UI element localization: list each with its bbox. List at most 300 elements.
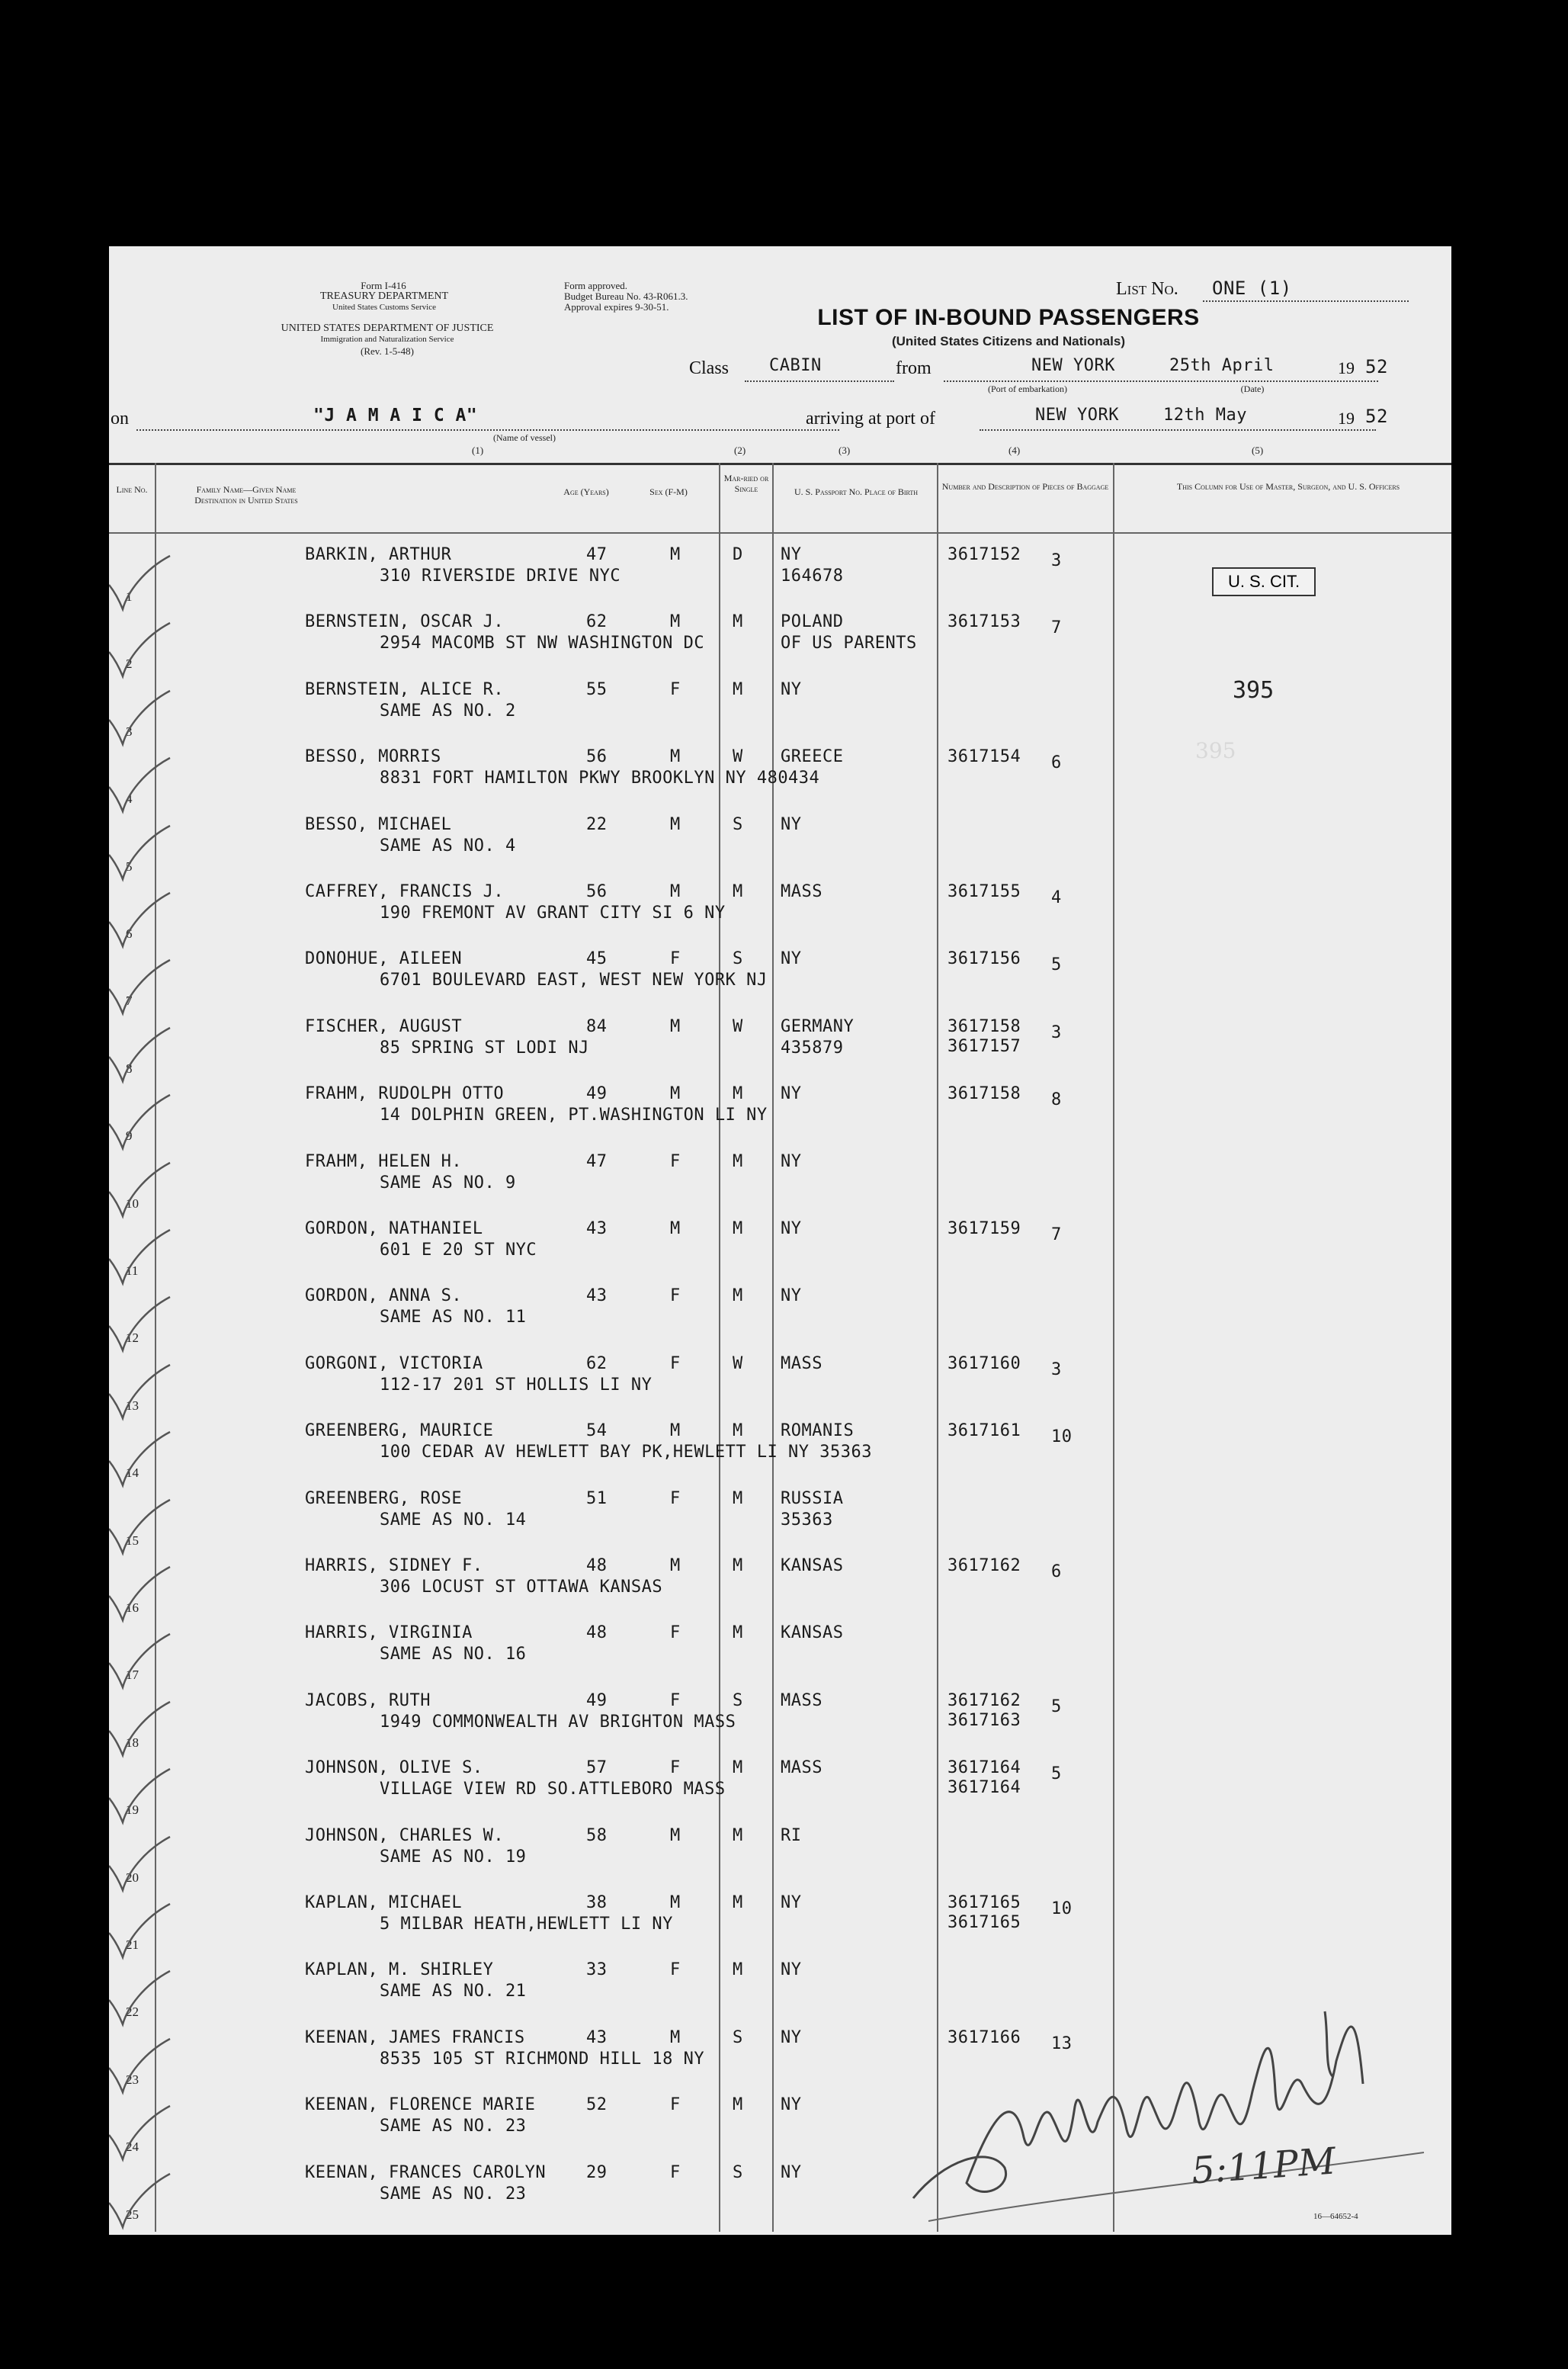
table-row — [109, 814, 1451, 881]
check-mark — [109, 2037, 173, 2098]
place-of-birth: NY — [781, 949, 802, 969]
sex: F — [670, 949, 681, 969]
manifest-sheet — [109, 246, 1451, 2235]
passenger-name: BARKIN, ARTHUR — [305, 545, 452, 564]
vessel-caption: (Name of vessel) — [493, 432, 556, 443]
passport-number: OF US PARENTS — [781, 634, 917, 653]
age: 48 — [586, 1623, 608, 1643]
table-row — [109, 611, 1451, 678]
check-mark — [109, 1161, 173, 1222]
col-header-destination: Destination in United States — [194, 495, 298, 506]
marital-status: S — [733, 949, 743, 969]
baggage-number-2: 3617163 — [948, 1710, 1021, 1730]
col-header-line: Line No. — [116, 484, 148, 495]
year-prefix-1: 19 — [1338, 358, 1355, 377]
year-prefix-2: 19 — [1338, 409, 1355, 428]
table-row — [109, 1757, 1451, 1824]
line-number: 4 — [126, 791, 133, 807]
baggage-number: 3617154 — [948, 747, 1021, 767]
passenger-address: 100 CEDAR AV HEWLETT BAY PK,HEWLETT LI NY 35363 — [380, 1443, 873, 1462]
baggage-number: 3617162 — [948, 1690, 1021, 1710]
table-row — [109, 1285, 1451, 1352]
age: 62 — [586, 612, 608, 632]
age: 22 — [586, 814, 608, 834]
page-subtitle: (United States Citizens and Nationals) — [891, 334, 1126, 348]
passenger-name: GORDON, ANNA S. — [305, 1286, 463, 1306]
sex: F — [670, 2095, 681, 2115]
line-number: 24 — [126, 2139, 139, 2155]
baggage-pieces: 4 — [1051, 888, 1062, 907]
sex: F — [670, 1690, 681, 1710]
marital-status: M — [733, 1488, 743, 1508]
baggage-pieces: 7 — [1051, 1225, 1062, 1244]
footer-code: 16—64652-4 — [1313, 2212, 1358, 2221]
baggage-number: 3617155 — [948, 882, 1021, 901]
passenger-address: 190 FREMONT AV GRANT CITY SI 6 NY — [380, 904, 726, 923]
passenger-name: GORDON, NATHANIEL — [305, 1219, 483, 1238]
sex: F — [670, 1960, 681, 1980]
line-number: 12 — [126, 1331, 139, 1346]
passenger-address: VILLAGE VIEW RD SO.ATTLEBORO MASS — [380, 1780, 726, 1799]
passenger-name: KAPLAN, MICHAEL — [305, 1893, 463, 1912]
baggage-pieces: 7 — [1051, 618, 1062, 638]
marital-status: W — [733, 1353, 743, 1373]
baggage-pieces: 10 — [1051, 1427, 1073, 1447]
age: 47 — [586, 1151, 608, 1171]
line-number: 9 — [126, 1128, 133, 1144]
baggage-number: 3617161 — [948, 1421, 1021, 1441]
col-header-baggage: Number and Description of Pieces of Baggage — [941, 481, 1109, 492]
passport-number: 435879 — [781, 1038, 844, 1058]
age: 57 — [586, 1758, 608, 1778]
place-of-birth: KANSAS — [781, 1556, 844, 1575]
age: 47 — [586, 545, 608, 564]
place-of-birth: MASS — [781, 1353, 822, 1373]
baggage-pieces: 6 — [1051, 753, 1062, 773]
marital-status: M — [733, 1960, 743, 1980]
us-citizen-stamp: U. S. CIT. — [1212, 567, 1316, 596]
passenger-name: DONOHUE, AILEEN — [305, 949, 463, 969]
passenger-name: BESSO, MORRIS — [305, 747, 441, 767]
marital-status: D — [733, 545, 743, 564]
place-of-birth: MASS — [781, 1758, 822, 1778]
table-row — [109, 1690, 1451, 1757]
col-num-4: (4) — [1008, 445, 1021, 456]
justice-dept: UNITED STATES DEPARTMENT OF JUSTICE — [281, 323, 494, 334]
check-mark — [109, 891, 173, 952]
header-bottom-rule — [109, 532, 1451, 534]
passenger-address: SAME AS NO. 4 — [380, 836, 516, 855]
place-of-birth: GERMANY — [781, 1016, 855, 1036]
line-number: 18 — [126, 1735, 139, 1750]
baggage-number: 3617162 — [948, 1556, 1021, 1575]
table-row — [109, 1218, 1451, 1285]
sex: F — [670, 1151, 681, 1171]
check-mark — [109, 756, 173, 817]
table-row — [109, 1622, 1451, 1689]
marital-status: M — [733, 2095, 743, 2115]
col-header-name: Family Name—Given Name — [196, 484, 297, 495]
baggage-number: 3617152 — [948, 545, 1021, 564]
passport-number: 35363 — [781, 1510, 833, 1530]
vessel-name: "J A M A I C A" — [313, 406, 478, 425]
passenger-address: SAME AS NO. 23 — [380, 2184, 527, 2204]
from-label: from — [896, 358, 932, 378]
table-row — [109, 1016, 1451, 1083]
line-number: 20 — [126, 1870, 139, 1885]
marital-status: M — [733, 1219, 743, 1238]
arrive-port: NEW YORK — [1035, 406, 1119, 425]
passenger-address: SAME AS NO. 2 — [380, 701, 516, 721]
age: 84 — [586, 1016, 608, 1036]
passenger-name: HARRIS, SIDNEY F. — [305, 1556, 483, 1575]
passenger-name: CAFFREY, FRANCIS J. — [305, 882, 505, 901]
place-of-birth: KANSAS — [781, 1623, 844, 1643]
check-mark — [109, 1632, 173, 1693]
passenger-address: SAME AS NO. 21 — [380, 1982, 527, 2001]
passenger-name: HARRIS, VIRGINIA — [305, 1623, 473, 1643]
sex: M — [670, 1825, 681, 1845]
baggage-number-2: 3617164 — [948, 1778, 1021, 1798]
baggage-number: 3617158 — [948, 1084, 1021, 1104]
place-of-birth: ROMANIS — [781, 1421, 855, 1441]
form-approved: Form approved. — [564, 280, 628, 291]
baggage-pieces: 6 — [1051, 1562, 1062, 1581]
sex: M — [670, 1893, 681, 1912]
line-number: 11 — [126, 1263, 139, 1278]
baggage-number: 3617166 — [948, 2027, 1021, 2047]
marital-status: M — [733, 1286, 743, 1306]
sex: M — [670, 1084, 681, 1104]
check-mark — [109, 1969, 173, 2030]
baggage-pieces: 3 — [1051, 1359, 1062, 1379]
check-mark — [109, 1093, 173, 1154]
line-number: 19 — [126, 1802, 139, 1818]
sex: F — [670, 679, 681, 699]
age: 49 — [586, 1084, 608, 1104]
signature-time: 5:11PM — [1190, 2139, 1337, 2193]
col-num-3: (3) — [839, 445, 851, 456]
line-number: 1 — [126, 589, 133, 604]
col-header-age: Age (Years) — [563, 486, 609, 497]
line-number: 5 — [126, 859, 133, 874]
line-number: 22 — [126, 2005, 139, 2020]
check-mark — [109, 2172, 173, 2233]
marital-status: M — [733, 1758, 743, 1778]
baggage-pieces: 10 — [1051, 1899, 1073, 1918]
passenger-address: 8831 FORT HAMILTON PKWY BROOKLYN NY 480434 — [380, 769, 820, 788]
passenger-address: 85 SPRING ST LODI NJ — [380, 1038, 589, 1058]
place-of-birth: NY — [781, 2027, 802, 2047]
age: 58 — [586, 1825, 608, 1845]
place-of-birth: NY — [781, 2162, 802, 2182]
place-of-birth: NY — [781, 1084, 802, 1104]
place-of-birth: POLAND — [781, 612, 844, 632]
passenger-name: GREENBERG, ROSE — [305, 1488, 463, 1508]
check-mark — [109, 1767, 173, 1828]
col-header-passport: U. S. Passport No. Place of Birth — [794, 486, 919, 497]
table-row — [109, 1488, 1451, 1555]
place-of-birth: GREECE — [781, 747, 844, 767]
col-num-1: (1) — [472, 445, 484, 456]
line-number: 14 — [126, 1465, 139, 1481]
marital-status: M — [733, 612, 743, 632]
age: 49 — [586, 1690, 608, 1710]
check-mark — [109, 1363, 173, 1424]
age: 48 — [586, 1556, 608, 1575]
age: 29 — [586, 2162, 608, 2182]
check-mark — [109, 1026, 173, 1087]
passenger-name: KEENAN, JAMES FRANCIS — [305, 2027, 525, 2047]
embark-caption: (Port of embarkation) — [988, 384, 1067, 394]
passenger-address: SAME AS NO. 11 — [380, 1308, 527, 1327]
passenger-name: KAPLAN, M. SHIRLEY — [305, 1960, 494, 1980]
age: 43 — [586, 2027, 608, 2047]
table-row — [109, 1892, 1451, 1959]
table-row — [109, 948, 1451, 1015]
passenger-address: 14 DOLPHIN GREEN, PT.WASHINGTON LI NY — [380, 1106, 768, 1125]
passenger-name: GORGONI, VICTORIA — [305, 1353, 483, 1373]
place-of-birth: NY — [781, 1960, 802, 1980]
sex: M — [670, 1219, 681, 1238]
line-number: 15 — [126, 1533, 139, 1548]
check-mark — [109, 2104, 173, 2165]
marital-status: M — [733, 882, 743, 901]
baggage-pieces: 8 — [1051, 1090, 1062, 1110]
marital-status: S — [733, 1690, 743, 1710]
baggage-number-2: 3617157 — [948, 1036, 1021, 1056]
check-mark — [109, 1430, 173, 1491]
sex: M — [670, 814, 681, 834]
check-mark — [109, 689, 173, 750]
check-mark — [109, 1228, 173, 1289]
place-of-birth: RI — [781, 1825, 802, 1845]
baggage-number: 3617158 — [948, 1016, 1021, 1036]
marital-status: W — [733, 747, 743, 767]
passenger-name: JACOBS, RUTH — [305, 1690, 431, 1710]
check-mark — [109, 554, 173, 615]
passenger-name: KEENAN, FLORENCE MARIE — [305, 2095, 536, 2115]
class-label: Class — [689, 358, 729, 378]
count-number-faded: 395 — [1195, 738, 1236, 763]
passenger-address: 306 LOCUST ST OTTAWA KANSAS — [380, 1578, 663, 1597]
passenger-name: FRAHM, RUDOLPH OTTO — [305, 1084, 505, 1104]
place-of-birth: MASS — [781, 1690, 822, 1710]
col-num-5: (5) — [1252, 445, 1264, 456]
sex: M — [670, 1421, 681, 1441]
line-number: 7 — [126, 994, 133, 1009]
line-number: 17 — [126, 1668, 139, 1683]
sex: F — [670, 1286, 681, 1306]
marital-status: M — [733, 1084, 743, 1104]
age: 51 — [586, 1488, 608, 1508]
sex: M — [670, 1016, 681, 1036]
sex: M — [670, 612, 681, 632]
marital-status: M — [733, 1825, 743, 1845]
place-of-birth: NY — [781, 545, 802, 564]
check-mark — [109, 1498, 173, 1559]
table-row — [109, 1083, 1451, 1150]
place-of-birth: NY — [781, 1219, 802, 1238]
passenger-address: 2954 MACOMB ST NW WASHINGTON DC — [380, 634, 705, 653]
passenger-address: 1949 COMMONWEALTH AV BRIGHTON MASS — [380, 1712, 736, 1732]
sex: M — [670, 882, 681, 901]
col-num-2: (2) — [734, 445, 746, 456]
form-number: Form I-416 — [361, 280, 406, 291]
baggage-number: 3617156 — [948, 949, 1021, 969]
table-row — [109, 1825, 1451, 1892]
table-row — [109, 881, 1451, 948]
baggage-pieces: 5 — [1051, 1696, 1062, 1716]
baggage-number: 3617153 — [948, 612, 1021, 632]
passenger-name: GREENBERG, MAURICE — [305, 1421, 494, 1441]
place-of-birth: NY — [781, 1893, 802, 1912]
table-row — [109, 1151, 1451, 1218]
baggage-pieces: 13 — [1051, 2034, 1073, 2053]
approval-expires: Approval expires 9-30-51. — [564, 301, 669, 313]
age: 62 — [586, 1353, 608, 1373]
age: 45 — [586, 949, 608, 969]
check-mark — [109, 958, 173, 1019]
table-row — [109, 1555, 1451, 1622]
date-caption: (Date) — [1240, 384, 1265, 394]
revision: (Rev. 1-5-48) — [361, 345, 414, 357]
passenger-address: 112-17 201 ST HOLLIS LI NY — [380, 1375, 653, 1395]
passenger-name: BERNSTEIN, ALICE R. — [305, 679, 505, 699]
table-row — [109, 1420, 1451, 1487]
line-number: 21 — [126, 1937, 139, 1952]
age: 43 — [586, 1286, 608, 1306]
marital-status: M — [733, 1421, 743, 1441]
age: 33 — [586, 1960, 608, 1980]
place-of-birth: NY — [781, 814, 802, 834]
sex: F — [670, 1758, 681, 1778]
sex: M — [670, 747, 681, 767]
sex: F — [670, 2162, 681, 2182]
baggage-pieces: 5 — [1051, 1764, 1062, 1784]
age: 38 — [586, 1893, 608, 1912]
sex: F — [670, 1488, 681, 1508]
line-number: 2 — [126, 656, 133, 672]
page-title: LIST OF IN-BOUND PASSENGERS — [817, 305, 1200, 330]
sex: F — [670, 1623, 681, 1643]
budget-bureau: Budget Bureau No. 43-R061.3. — [564, 291, 688, 302]
list-no-value: ONE (1) — [1212, 278, 1292, 299]
check-mark — [109, 1565, 173, 1626]
passenger-name: KEENAN, FRANCES CAROLYN — [305, 2162, 547, 2182]
sex: M — [670, 2027, 681, 2047]
arriving-label: arriving at port of — [806, 409, 935, 429]
sex: M — [670, 545, 681, 564]
age: 56 — [586, 882, 608, 901]
place-of-birth: MASS — [781, 882, 822, 901]
marital-status: W — [733, 1016, 743, 1036]
table-top-rule — [109, 463, 1451, 465]
customs-service: United States Customs Service — [332, 303, 436, 312]
marital-status: S — [733, 814, 743, 834]
count-number-ink: 395 — [1233, 677, 1275, 704]
table-row — [109, 746, 1451, 813]
passenger-name: BERNSTEIN, OSCAR J. — [305, 612, 505, 632]
passenger-address: SAME AS NO. 16 — [380, 1645, 527, 1664]
on-label: on — [111, 409, 129, 429]
baggage-pieces: 3 — [1051, 551, 1062, 570]
age: 56 — [586, 747, 608, 767]
line-number: 6 — [126, 926, 133, 941]
passenger-address: 5 MILBAR HEATH,HEWLETT LI NY — [380, 1915, 673, 1934]
check-mark — [109, 1902, 173, 1963]
passenger-address: 601 E 20 ST NYC — [380, 1241, 537, 1260]
marital-status: M — [733, 1893, 743, 1912]
place-of-birth: NY — [781, 1151, 802, 1171]
embark-port: NEW YORK — [1031, 356, 1115, 375]
check-mark — [109, 621, 173, 682]
age: 43 — [586, 1219, 608, 1238]
passenger-address: SAME AS NO. 23 — [380, 2117, 527, 2136]
passenger-name: JOHNSON, OLIVE S. — [305, 1758, 483, 1778]
table-row — [109, 1353, 1451, 1420]
age: 55 — [586, 679, 608, 699]
place-of-birth: NY — [781, 679, 802, 699]
col-header-married: Mar-ried or Single — [723, 473, 769, 494]
baggage-number: 3617160 — [948, 1353, 1021, 1373]
arrive-date: 12th May — [1163, 406, 1247, 425]
check-mark — [109, 1295, 173, 1356]
check-mark — [109, 824, 173, 885]
sex: M — [670, 1556, 681, 1575]
place-of-birth: RUSSIA — [781, 1488, 844, 1508]
passenger-address: SAME AS NO. 14 — [380, 1510, 527, 1530]
age: 54 — [586, 1421, 608, 1441]
passenger-address: SAME AS NO. 19 — [380, 1847, 527, 1867]
marital-status: M — [733, 1151, 743, 1171]
baggage-number: 3617159 — [948, 1219, 1021, 1238]
passport-number: 164678 — [781, 567, 844, 586]
baggage-number: 3617165 — [948, 1893, 1021, 1912]
baggage-number: 3617164 — [948, 1758, 1021, 1778]
year-2: 52 — [1365, 406, 1388, 427]
marital-status: M — [733, 1556, 743, 1575]
passenger-name: JOHNSON, CHARLES W. — [305, 1825, 505, 1845]
check-mark — [109, 1700, 173, 1761]
embark-date: 25th April — [1169, 356, 1275, 375]
marital-status: M — [733, 679, 743, 699]
col-header-sex: Sex (F-M) — [649, 486, 688, 497]
col-header-officers: This Column for Use of Master, Surgeon, and U. S. Officers — [1176, 481, 1400, 492]
sex: F — [670, 1353, 681, 1373]
line-number: 25 — [126, 2207, 139, 2222]
marital-status: M — [733, 1623, 743, 1643]
baggage-pieces: 3 — [1051, 1022, 1062, 1042]
baggage-pieces: 5 — [1051, 955, 1062, 975]
passenger-name: FISCHER, AUGUST — [305, 1016, 463, 1036]
line-number: 3 — [126, 724, 133, 739]
line-number: 23 — [126, 2072, 139, 2087]
year-1: 52 — [1365, 356, 1388, 377]
check-mark — [109, 1835, 173, 1896]
inspector-signature — [898, 1969, 1447, 2229]
class-value: CABIN — [769, 356, 822, 375]
passenger-address: SAME AS NO. 9 — [380, 1173, 516, 1193]
age: 52 — [586, 2095, 608, 2115]
passenger-address: 6701 BOULEVARD EAST, WEST NEW YORK NJ — [380, 971, 768, 990]
line-number: 13 — [126, 1398, 139, 1413]
marital-status: S — [733, 2162, 743, 2182]
place-of-birth: NY — [781, 2095, 802, 2115]
line-number: 16 — [126, 1600, 139, 1615]
baggage-number-2: 3617165 — [948, 1913, 1021, 1932]
ins-service: Immigration and Naturalization Service — [320, 335, 454, 344]
